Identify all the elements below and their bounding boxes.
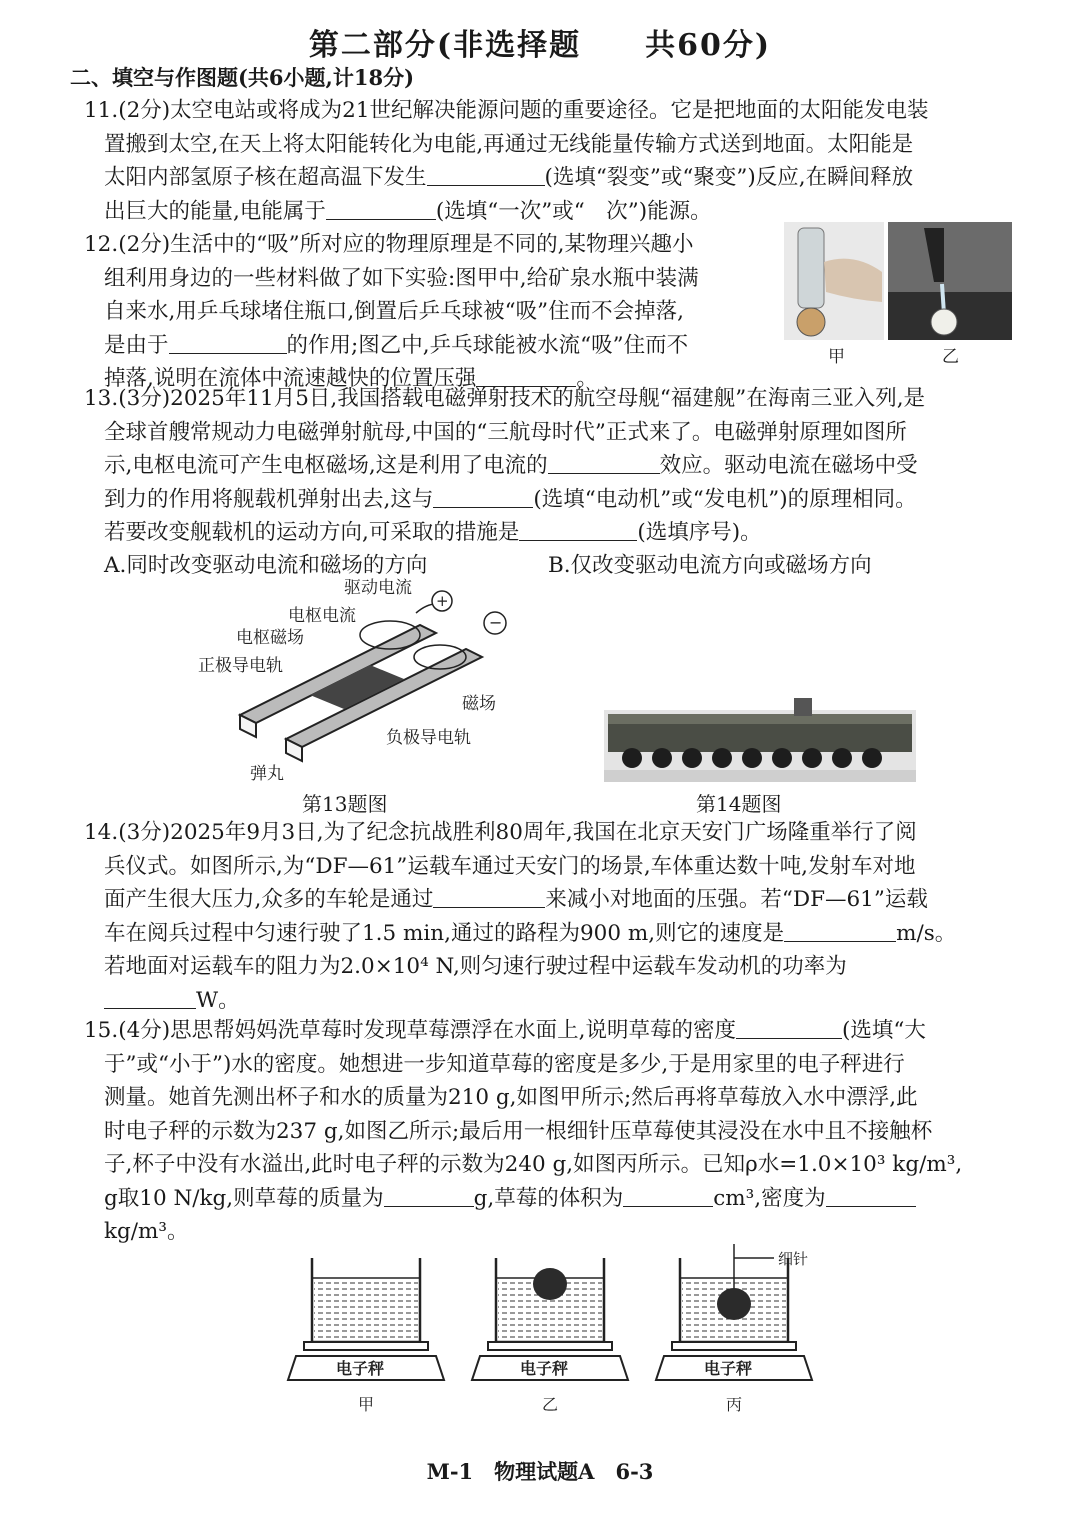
scale-label: 电子秤 [704, 1359, 753, 1378]
q11-line: 出巨大的能量,电能属于 (选填“一次”或“ 次”)能源。 [104, 198, 712, 224]
q12-line: 是由于 的作用;图乙中,乒乓球能被水流“吸”住而不 [104, 332, 689, 358]
fig-label-jia: 甲 [358, 1395, 375, 1414]
q13-line: 若要改变舰载机的运动方向,可采取的措施是 (选填序号)。 [104, 520, 762, 545]
q12-line: 组利用身边的一些材料做了如下实验:图甲中,给矿泉水瓶中装满 [104, 265, 699, 291]
needle-label: 细针 [778, 1250, 809, 1268]
question-13 [84, 382, 1014, 550]
soldier-shape [794, 698, 812, 716]
q14-line: W。 [84, 984, 1014, 1018]
setup-jia [288, 1258, 444, 1414]
label-projectile: 弹丸 [250, 764, 284, 784]
fig-label-yi: 乙 [942, 347, 959, 367]
q11-line: 置搬到太空,在天上将太阳能转化为电能,再通过无线能量传输方式送到地面。太阳能是 [104, 131, 914, 157]
q14-line: 面产生很大压力,众多的车轮是通过 来减小对地面的压强。若“DF—61”运载 [104, 887, 928, 912]
answer-blank[interactable] [826, 1184, 916, 1207]
label-negative-rail: 负极导电轨 [386, 728, 471, 748]
answer-blank[interactable] [519, 518, 637, 541]
fig-label-jia: 甲 [828, 347, 845, 367]
plus-sign: + [436, 592, 449, 610]
section-heading: 二、填空与作图题(共6小题,计18分) [70, 65, 415, 90]
answer-blank[interactable] [736, 1016, 842, 1039]
scale-label: 电子秤 [520, 1359, 569, 1378]
bottle-icon [798, 228, 824, 308]
fig-label-yi: 乙 [542, 1395, 559, 1414]
q14-figure [604, 690, 916, 782]
q15-line: g取10 N/kg,则草莓的质量为 g,草莓的体积为 cm³,密度为 [84, 1182, 1014, 1216]
label-drive-current: 驱动电流 [344, 578, 412, 598]
answer-blank[interactable] [548, 451, 660, 474]
label-armature-field: 电枢磁场 [236, 628, 304, 648]
water-shape [314, 1278, 418, 1342]
q12-figure [784, 222, 1012, 370]
q15-line: 测量。她首先测出杯子和水的质量为210 g,如图甲所示;然后再将草莓放入水中漂浮,此 [104, 1085, 918, 1110]
q15-line: kg/m³。 [104, 1219, 189, 1244]
q12-line: 12.(2分)生活中的“吸”所对应的物理原理是不同的,某物理兴趣小 [84, 232, 694, 257]
answer-blank[interactable] [384, 1184, 474, 1207]
q13-caption: 第13题图 [302, 792, 388, 816]
question-12 [84, 228, 784, 396]
wheel-row [622, 748, 882, 768]
answer-blank[interactable] [326, 197, 436, 220]
strawberry-icon [717, 1288, 751, 1320]
label-positive-rail: 正极导电轨 [198, 656, 283, 676]
answer-blank[interactable] [433, 485, 533, 508]
answer-blank[interactable] [427, 163, 545, 186]
q14-line: 14.(3分)2025年9月3日,为了纪念抗战胜利80周年,我国在北京天安门广场隆重举行了阅 [84, 820, 917, 845]
question-14 [84, 816, 1014, 1017]
answer-blank[interactable] [433, 885, 545, 908]
question-15 [84, 1014, 1014, 1249]
answer-blank[interactable] [169, 331, 287, 354]
q13-figure [190, 575, 530, 787]
q13-line: 到力的作用将舰载机弹射出去,这与 (选填“电动机”或“发电机”)的原理相同。 [104, 486, 917, 512]
q13-line: 13.(3分)2025年11月5日,我国搭载电磁弹射技术的航空母舰“福建舰”在海南三亚入列,是 [84, 386, 926, 411]
setup-bing [656, 1244, 812, 1414]
q15-line: 时电子秤的示数为237 g,如图乙所示;最后用一根细针压草莓使其浸没在水中且不接触杯 [104, 1118, 933, 1144]
page-title: 第二部分(非选择题 共60分) [308, 28, 772, 63]
setup-yi [472, 1258, 628, 1414]
q15-figure [286, 1244, 816, 1422]
fig-label-bing: 丙 [726, 1395, 743, 1414]
q13-option-a[interactable]: A.同时改变驱动电流和磁场的方向 [104, 553, 428, 578]
q12-line: 自来水,用乒乓球堵住瓶口,倒置后乒乓球被“吸”住而不会掉落, [104, 299, 684, 324]
q15-line: 15.(4分)思思帮妈妈洗草莓时发现草莓漂浮在水面上,说明草莓的密度 (选填“大 [84, 1018, 926, 1043]
q13-line: 全球首艘常规动力电磁弹射航母,中国的“三航母时代”正式来了。电磁弹射原理如图所 [104, 419, 907, 445]
q14-line: 若地面对运载车的阻力为2.0×10⁴ N,则匀速行驶过程中运载车发动机的功率为 [104, 954, 847, 979]
page-footer: M-1 物理试题A 6-3 [426, 1459, 654, 1484]
q14-line: 车在阅兵过程中匀速行驶了1.5 min,通过的路程为900 m,则它的速度是 m/s。 [104, 920, 957, 946]
q14-caption: 第14题图 [696, 792, 782, 816]
q15-line: 子,杯子中没有水溢出,此时电子秤的示数为240 g,如图丙所示。已知ρ水=1.0×10³ kg/m³, [104, 1152, 963, 1177]
pingpong-ball-icon [797, 308, 825, 336]
pingpong-ball-icon [931, 309, 957, 335]
q15-line: 于”或“小于”)水的密度。她想进一步知道草莓的密度是多少,于是用家里的电子秤进行 [104, 1051, 905, 1077]
q12-line: 掉落,说明在流体中流速越快的位置压强 。 [104, 366, 598, 391]
strawberry-icon [533, 1268, 567, 1300]
answer-blank[interactable] [784, 919, 896, 942]
label-magnetic-field: 磁场 [462, 694, 496, 714]
question-11 [84, 94, 1014, 228]
label-armature-current: 电枢电流 [288, 606, 356, 626]
q11-line: 太阳内部氢原子核在超高温下发生 (选填“裂变”或“聚变”)反应,在瞬间释放 [104, 165, 914, 190]
answer-blank[interactable] [104, 986, 196, 1009]
q11-line: 11.(2分)太空电站或将成为21世纪解决能源问题的重要途径。它是把地面的太阳能发电装 [84, 98, 929, 123]
answer-blank[interactable] [623, 1184, 713, 1207]
q14-line: 兵仪式。如图所示,为“DF—61”运载车通过天安门的场景,车体重达数十吨,发射车对地 [104, 853, 916, 879]
road-shape [604, 770, 916, 782]
q13-line: 示,电枢电流可产生电枢磁场,这是利用了电流的 效应。驱动电流在磁场中受 [104, 453, 918, 478]
minus-sign: − [489, 613, 503, 632]
scale-label: 电子秤 [336, 1359, 385, 1378]
q13-option-b[interactable]: B.仅改变驱动电流方向或磁场方向 [548, 553, 872, 578]
